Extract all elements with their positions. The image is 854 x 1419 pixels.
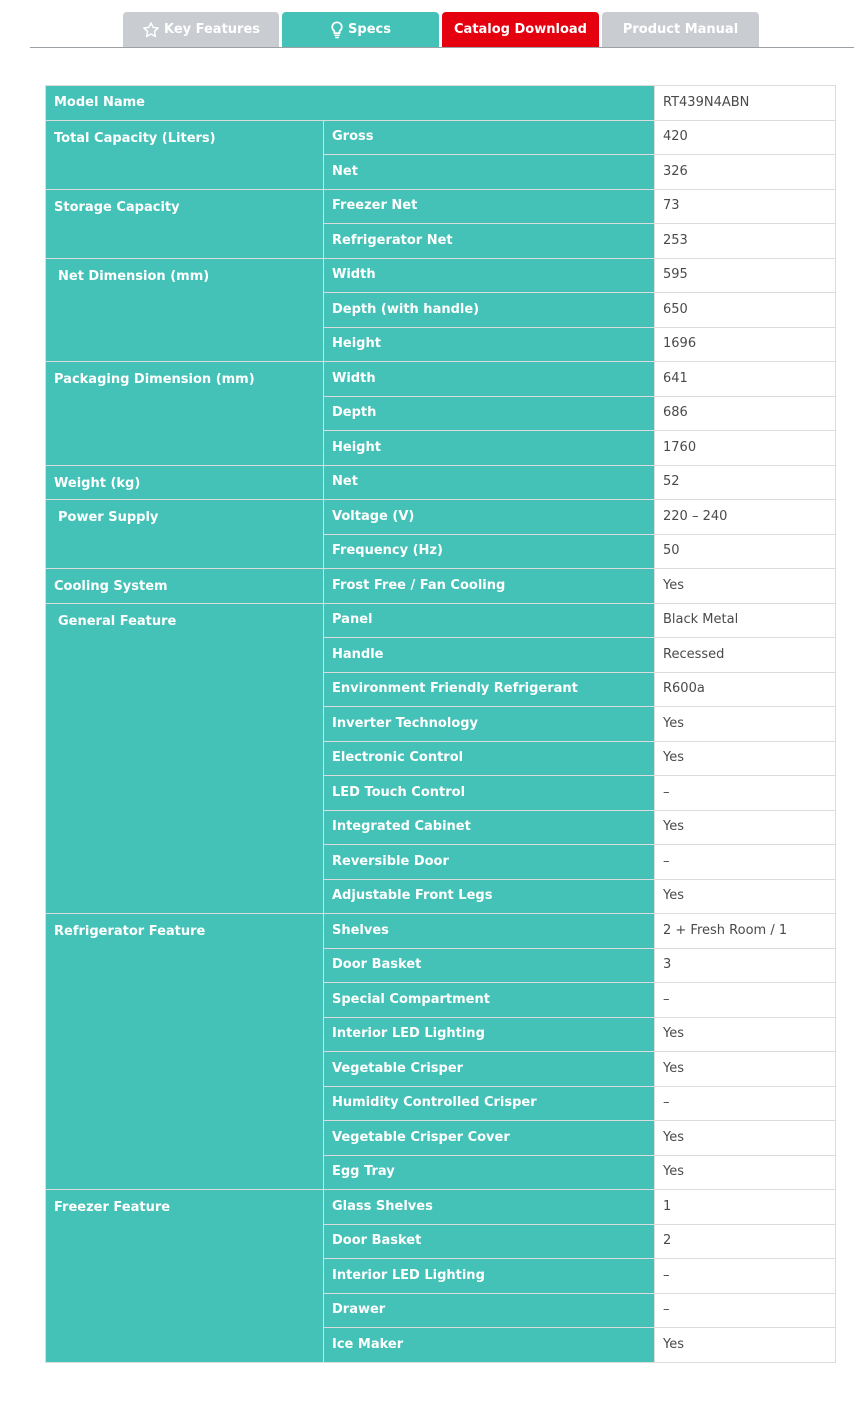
tab-bar [0,12,854,48]
spec-value: – [655,1086,836,1121]
spec-label: Voltage (V) [324,500,655,535]
spec-value: Yes [655,741,836,776]
spec-value: Black Metal [655,603,836,638]
table-row [46,362,836,397]
spec-value: 73 [655,189,836,224]
spec-value: 1 [655,1190,836,1225]
spec-category: Freezer Feature [46,1190,324,1363]
spec-category: Weight (kg) [46,465,324,500]
spec-value: 3 [655,948,836,983]
spec-value: Yes [655,810,836,845]
spec-value: Yes [655,1052,836,1087]
spec-label: Depth [324,396,655,431]
table-row [46,500,836,535]
spec-category: Storage Capacity [46,189,324,258]
spec-value: Yes [655,707,836,742]
spec-value: – [655,1293,836,1328]
lightbulb-icon [330,21,344,39]
table-row [46,465,836,500]
spec-label: Integrated Cabinet [324,810,655,845]
tab-specs-label: Specs [348,22,391,37]
tab-catalog-download-label: Catalog Download [454,22,587,37]
spec-value: Yes [655,1121,836,1156]
spec-label: Freezer Net [324,189,655,224]
tab-key-features[interactable] [123,12,279,47]
table-row [46,189,836,224]
spec-value: – [655,983,836,1018]
spec-category: Refrigerator Feature [46,914,324,1190]
spec-label: Interior LED Lighting [324,1259,655,1294]
star-icon [142,21,160,39]
tab-key-features-label: Key Features [163,22,261,37]
spec-label: Drawer [324,1293,655,1328]
spec-value: 420 [655,120,836,155]
spec-label: Width [324,258,655,293]
tab-bar-divider [30,47,854,48]
spec-label: Shelves [324,914,655,949]
table-row [46,120,836,155]
spec-value: 650 [655,293,836,328]
spec-label: Reversible Door [324,845,655,880]
spec-label: Height [324,431,655,466]
spec-category: Packaging Dimension (mm) [46,362,324,466]
specs-table-body [46,86,836,1363]
spec-value: 2 + Fresh Room / 1 [655,914,836,949]
spec-value: Yes [655,1017,836,1052]
spec-label: Gross [324,120,655,155]
spec-label: Glass Shelves [324,1190,655,1225]
tab-specs[interactable] [282,12,439,47]
spec-category: Total Capacity (Liters) [46,120,324,189]
spec-label: Interior LED Lighting [324,1017,655,1052]
spec-value: – [655,845,836,880]
spec-category: Net Dimension (mm) [46,258,324,362]
spec-category: General Feature [46,603,324,914]
spec-value: 253 [655,224,836,259]
spec-label: Inverter Technology [324,707,655,742]
spec-label: Vegetable Crisper [324,1052,655,1087]
spec-label: Panel [324,603,655,638]
model-name-label: Model Name [46,86,655,121]
table-row [46,914,836,949]
spec-label: Egg Tray [324,1155,655,1190]
spec-value: – [655,1259,836,1294]
spec-category: Power Supply [46,500,324,569]
spec-label: Ice Maker [324,1328,655,1363]
spec-label: Door Basket [324,948,655,983]
tab-product-manual-label: Product Manual [622,22,739,37]
spec-label: Width [324,362,655,397]
spec-value: 1696 [655,327,836,362]
spec-label: Depth (with handle) [324,293,655,328]
spec-label: Handle [324,638,655,673]
table-row [46,1190,836,1225]
spec-label: Net [324,465,655,500]
spec-value: 220 – 240 [655,500,836,535]
spec-label: Humidity Controlled Crisper [324,1086,655,1121]
model-name-value: RT439N4ABN [655,86,836,121]
spec-value: Yes [655,1328,836,1363]
spec-value: 686 [655,396,836,431]
table-row [46,569,836,604]
spec-value: Yes [655,569,836,604]
spec-value: 2 [655,1224,836,1259]
spec-label: Net [324,155,655,190]
specs-table [45,85,836,1363]
spec-label: Vegetable Crisper Cover [324,1121,655,1156]
spec-label: LED Touch Control [324,776,655,811]
spec-label: Environment Friendly Refrigerant [324,672,655,707]
spec-value: 595 [655,258,836,293]
spec-label: Height [324,327,655,362]
spec-value: 1760 [655,431,836,466]
spec-category: Cooling System [46,569,324,604]
spec-value: R600a [655,672,836,707]
table-row [46,258,836,293]
table-row [46,603,836,638]
spec-label: Door Basket [324,1224,655,1259]
tab-product-manual[interactable] [602,12,759,47]
table-row [46,86,836,121]
spec-value: 326 [655,155,836,190]
spec-value: 52 [655,465,836,500]
spec-label: Special Compartment [324,983,655,1018]
spec-label: Frequency (Hz) [324,534,655,569]
spec-label: Frost Free / Fan Cooling [324,569,655,604]
spec-value: Yes [655,1155,836,1190]
tab-catalog-download[interactable] [442,12,599,47]
spec-value: – [655,776,836,811]
spec-label: Refrigerator Net [324,224,655,259]
spec-label: Adjustable Front Legs [324,879,655,914]
spec-value: Yes [655,879,836,914]
spec-value: 641 [655,362,836,397]
spec-value: Recessed [655,638,836,673]
spec-value: 50 [655,534,836,569]
spec-label: Electronic Control [324,741,655,776]
